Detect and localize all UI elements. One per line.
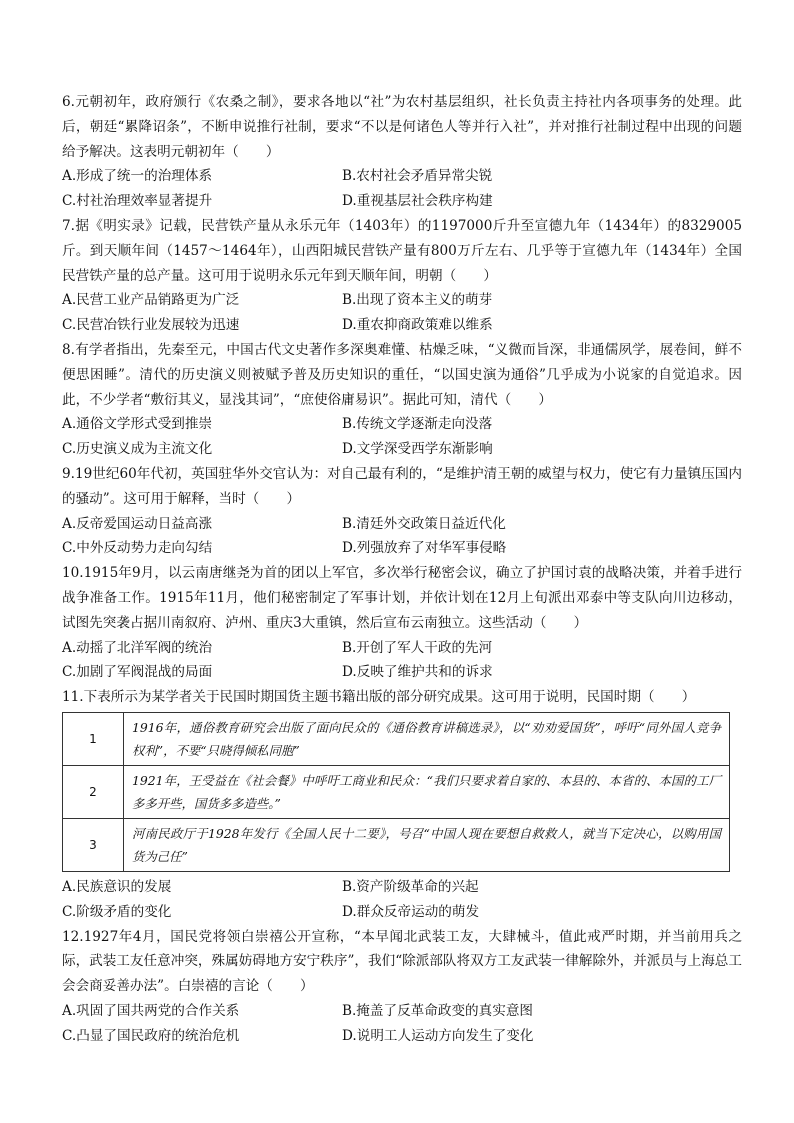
question-stem: 11.下表所示为某学者关于民国时期国货主题书籍出版的部分研究成果。这可用于说明，民国时期（ ） xyxy=(62,689,696,706)
question-stem: 10.1915年9月，以云南唐继尧为首的团以上军官，多次举行秘密会议，确立了护国讨袁的战略决策，并着手进行战争准备工作。1915年11月，他们秘密制定了军事计划，并依计划在12月上旬派出邓泰中等支队向川边移动，试图先突袭占据川南叙府、泸州、重庆3大重镇，然后宣布云南独立。这些活动（ ） xyxy=(62,565,742,631)
option-a[interactable]: A.反帝爱国运动日益高涨 xyxy=(62,515,213,532)
option-a[interactable]: A.巩固了国共两党的合作关系 xyxy=(62,1002,240,1019)
option-a[interactable]: A.形成了统一的治理体系 xyxy=(62,168,213,185)
option-c[interactable]: C.历史演义成为主流文化 xyxy=(62,441,213,458)
option-b[interactable]: B.出现了资本主义的萌芽 xyxy=(342,292,493,309)
row-text: 1916年，通俗教育研究会出版了面向民众的《通俗教育讲稿选录》，以“劝劝爱国货”，呼吁“同外国人竞争权利”，不要“只晓得倾私同胞” xyxy=(124,712,730,765)
option-a[interactable]: A.民营工业产品销路更为广泛 xyxy=(62,292,240,309)
question-8 xyxy=(62,338,742,462)
question-stem: 12.1927年4月，国民党将领白崇禧公开宣称，“本早闻北武装工友，大肆械斗，值此戒严时期，并当前用兵之际，武装工友任意冲突，殊属妨碍地方安宁秩序”，我们“除派部队将双方工友武装一律解除外，并派员与上海总工会会商妥善办法”。白崇禧的言论（ ） xyxy=(62,928,742,995)
option-c[interactable]: C.加剧了军阀混战的局面 xyxy=(62,664,213,681)
option-list xyxy=(62,512,742,562)
table-row xyxy=(63,818,730,871)
row-text: 1921年，王受益在《社会餐》中呼吁工商业和民众：“我们只要求着自家的、本县的、本省的、本国的工厂多多开些，国货多多造些。” xyxy=(124,765,730,818)
option-list xyxy=(62,164,742,214)
option-list xyxy=(62,412,742,462)
option-b[interactable]: B.掩盖了反革命政变的真实意图 xyxy=(342,1002,534,1019)
option-c[interactable]: C.凸显了国民政府的统治危机 xyxy=(62,1027,240,1044)
exam-page xyxy=(62,90,742,1049)
question-stem: 6.元朝初年，政府颁行《农桑之制》，要求各地以“社”为农村基层组织，社长负责主持社内各项事务的处理。此后，朝廷“累降诏条”，不断申说推行社制，要求“不以是何诸色人等并行入社”，并对推行社制过程中出现的问题给予解决。这表明元朝初年（ ） xyxy=(62,94,742,160)
option-c[interactable]: C.中外反动势力走向勾结 xyxy=(62,540,213,557)
question-stem: 7.据《明实录》记载，民营铁产量从永乐元年（1403年）的1197000斤升至宣德九年（1434年）的8329005斤。到天顺年间（1457～1464年），山西阳城民营铁产量有800万斤左右、几乎等于宣德九年（1434年）全国民营铁产量的总产量。这可用于说明永乐元年到天顺年间，明朝（ ） xyxy=(62,217,742,284)
question-6 xyxy=(62,90,742,214)
option-c[interactable]: C.阶级矛盾的变化 xyxy=(62,903,172,920)
question-10 xyxy=(62,561,742,685)
row-number: 2 xyxy=(63,765,124,818)
option-b[interactable]: B.传统文学逐渐走向没落 xyxy=(342,416,493,433)
option-b[interactable]: B.农村社会矛盾异常尖锐 xyxy=(342,168,493,185)
option-list xyxy=(62,999,742,1049)
option-list xyxy=(62,875,742,925)
source-table xyxy=(62,712,730,872)
option-a[interactable]: A.民族意识的发展 xyxy=(62,878,172,895)
option-d[interactable]: D.重农抑商政策难以维系 xyxy=(342,317,493,334)
option-a[interactable]: A.通俗文学形式受到推崇 xyxy=(62,416,213,433)
question-stem: 8.有学者指出，先秦至元，中国古代文史著作多深奥难懂、枯燥乏味，“义微而旨深，非通儒夙学，展卷间，鲜不便思困睡”。清代的历史演义则被赋予普及历史知识的重任，“以国史演为通俗”几乎成为小说家的自觉追求。因此，不少学者“敷衍其义，显浅其词”，“庶使俗庸易识”。据此可知，清代（ ） xyxy=(62,341,742,408)
row-text: 河南民政厅于1928年发行《全国人民十二要》，号召“中国人现在要想自救救人，就当下定决心，以购用国货为己任” xyxy=(124,818,730,871)
question-11 xyxy=(62,685,742,924)
option-b[interactable]: B.资产阶级革命的兴起 xyxy=(342,878,479,895)
row-number: 3 xyxy=(63,818,124,871)
table-row xyxy=(63,712,730,765)
option-list xyxy=(62,636,742,686)
option-c[interactable]: C.民营冶铁行业发展较为迅速 xyxy=(62,317,240,334)
option-d[interactable]: D.群众反帝运动的萌发 xyxy=(342,903,480,920)
option-d[interactable]: D.文学深受西学东渐影响 xyxy=(342,441,493,458)
option-list xyxy=(62,288,742,338)
option-d[interactable]: D.说明工人运动方向发生了变化 xyxy=(342,1027,534,1044)
option-d[interactable]: D.列强放弃了对华军事侵略 xyxy=(342,540,507,557)
option-d[interactable]: D.反映了维护共和的诉求 xyxy=(342,664,493,681)
question-12 xyxy=(62,925,742,1049)
option-c[interactable]: C.村社治理效率显著提升 xyxy=(62,193,213,210)
question-9 xyxy=(62,462,742,561)
question-stem: 9.19世纪60年代初，英国驻华外交官认为：对自己最有利的，“是维护清王朝的威望与权力，使它有力量镇压国内的骚动”。这可用于解释，当时（ ） xyxy=(62,465,742,507)
option-b[interactable]: B.开创了军人干政的先河 xyxy=(342,639,493,656)
option-b[interactable]: B.清廷外交政策日益近代化 xyxy=(342,515,506,532)
row-number: 1 xyxy=(63,712,124,765)
question-7 xyxy=(62,214,742,338)
table-row xyxy=(63,765,730,818)
option-a[interactable]: A.动摇了北洋军阀的统治 xyxy=(62,639,213,656)
option-d[interactable]: D.重视基层社会秩序构建 xyxy=(342,193,493,210)
